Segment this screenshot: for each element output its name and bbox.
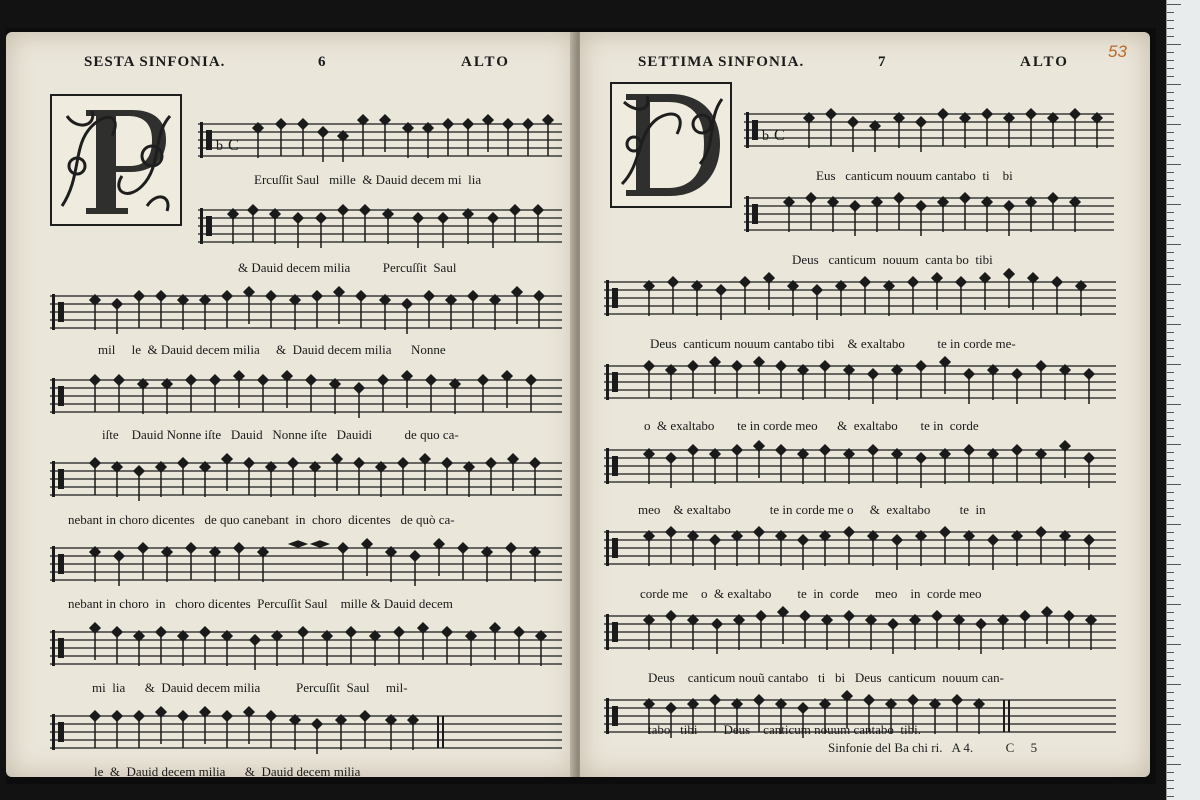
ruler-tick [1167,556,1174,557]
music-staff [604,602,1116,660]
ruler-tick [1167,692,1174,693]
music-staff [744,102,1114,158]
ruler-tick [1167,612,1174,613]
lyric-line: Deus canticum nouum canta bo tibi [792,252,993,267]
ruler-tick [1167,132,1174,133]
ruler-tick [1167,220,1174,221]
ruler-tick [1167,116,1174,117]
ruler-tick [1167,620,1174,621]
ruler-tick [1167,380,1174,381]
ruler-tick [1167,668,1174,669]
ruler-tick [1167,484,1181,485]
ruler-tick [1167,388,1174,389]
ruler-tick [1167,452,1174,453]
staff-notation [50,449,562,507]
ruler-tick [1167,404,1181,405]
ruler-tick [1167,124,1181,125]
ruler-tick [1167,36,1174,37]
handwritten-folio-number: 53 [1108,42,1127,61]
decorated-initial-p [50,94,182,226]
ruler-tick [1167,740,1174,741]
ruler-tick [1167,636,1174,637]
ruler-tick [1167,316,1174,317]
staff-notation [198,198,562,254]
ruler-tick [1167,60,1174,61]
left-page [6,32,576,777]
ruler-tick [1167,76,1174,77]
music-staff [744,186,1114,242]
music-staff [198,198,562,254]
ruler-tick [1167,764,1181,765]
ruler-tick [1167,244,1181,245]
ruler-tick [1167,268,1174,269]
ruler-tick [1167,604,1181,605]
ruler-tick [1167,508,1174,509]
ruler-tick [1167,676,1174,677]
ruler-tick [1167,524,1181,525]
ruler-tick [1167,188,1174,189]
colophon-signature: Sinfonie del Ba chi ri. A 4. C 5 [828,740,1038,755]
ruler-tick [1167,588,1174,589]
ruler-tick [1167,460,1174,461]
right-page-title: SETTIMA SINFONIA. [638,54,805,70]
svg-text:C: C [228,137,239,154]
music-staff [198,112,562,168]
ruler-tick [1167,340,1174,341]
ruler-tick [1167,356,1174,357]
ruler-tick [1167,516,1174,517]
staff-notation [744,102,1114,158]
ruler-tick [1167,372,1174,373]
ruler-tick [1167,108,1174,109]
ruler-tick [1167,276,1174,277]
ruler-tick [1167,12,1174,13]
ruler-tick [1167,772,1174,773]
ruler-tick [1167,332,1174,333]
ruler-tick [1167,492,1174,493]
ruler-tick [1167,308,1174,309]
decorated-initial-d [610,82,732,208]
lyric-line: corde me o & exaltabo te in corde meo in corde meo [640,586,982,601]
music-staff [50,366,562,424]
ruler-tick [1167,20,1174,21]
ruler-tick [1167,204,1181,205]
ruler-tick [1167,412,1174,413]
lyric-line: le & Dauid decem milia & Dauid decem milia [94,764,361,779]
left-page-title: SESTA SINFONIA. [84,54,226,70]
ruler-tick [1167,580,1174,581]
ruler-tick [1167,300,1174,301]
ruler-tick [1167,684,1181,685]
music-staff [604,518,1116,576]
ruler-tick [1167,532,1174,533]
ruler-tick [1167,28,1174,29]
ruler-tick [1167,164,1181,165]
ruler-tick [1167,500,1174,501]
ruler-tick [1167,548,1174,549]
lyric-line: iſte Dauid Nonne iſte Dauid Nonne iſte Dauidi de quo ca- [102,427,459,442]
staff-notation [604,602,1116,660]
ruler-tick [1167,564,1181,565]
right-page-header [580,52,1150,76]
ruler-tick [1167,468,1174,469]
ruler-tick [1167,708,1174,709]
ruler-tick [1167,348,1174,349]
ruler-tick [1167,748,1174,749]
ruler-tick [1167,572,1174,573]
ruler-tick [1167,84,1181,85]
lyric-line: nebant in choro dicentes de quo canebant in choro dicentes de quò ca- [68,512,455,527]
lyric-line: tabo tibi Deus canticum nouum cantabo tibi. [648,722,921,737]
ruler-tick [1167,44,1181,45]
music-staff [50,282,562,340]
music-staff [604,436,1116,494]
ruler-tick [1167,156,1174,157]
music-staff [50,702,562,760]
staff-notation [50,534,562,592]
lyric-line: Deus canticum nouum cantabo tibi & exaltabo te in corde me- [650,336,1016,351]
right-page-number: 7 [878,54,887,70]
ruler-tick [1167,780,1174,781]
ruler-tick [1167,252,1174,253]
right-page-voice: ALTO [1020,54,1069,70]
staff-notation [604,352,1116,410]
ruler-tick [1167,796,1174,797]
music-staff [50,449,562,507]
left-page-voice: ALTO [461,54,510,70]
right-page [580,32,1150,777]
music-staff [50,618,562,676]
staff-notation [198,112,562,168]
ruler-tick [1167,716,1174,717]
ruler-tick [1167,292,1174,293]
ruler-tick [1167,92,1174,93]
lyric-line: o & exaltabo te in corde meo & exaltabo te in corde [644,418,979,433]
ruler-tick [1167,172,1174,173]
ruler-tick [1167,68,1174,69]
svg-text:b: b [216,139,223,154]
lyric-line: mil le & Dauid decem milia & Dauid decem milia Nonne [98,342,446,357]
initial-d-ornament-icon [612,84,730,206]
ruler-tick [1167,284,1181,285]
ruler-tick [1167,540,1174,541]
staff-notation [604,268,1116,326]
music-staff [604,268,1116,326]
ruler-tick [1167,788,1174,789]
ruler-tick [1167,236,1174,237]
ruler-tick [1167,52,1174,53]
ruler-tick [1167,364,1181,365]
lyric-line: mi lia & Dauid decem milia Percuſſit Saul mil- [92,680,408,695]
staff-notation [744,186,1114,242]
music-staff [604,352,1116,410]
ruler-tick [1167,428,1174,429]
measuring-ruler [1166,0,1200,800]
ruler-tick [1167,420,1174,421]
lyric-line: nebant in choro in choro dicentes Percuſſit Saul mille & Dauid decem [68,596,453,611]
ruler-tick [1167,628,1174,629]
ruler-tick [1167,436,1174,437]
ruler-tick [1167,324,1181,325]
lyric-line: Ercuſſit Saul mille & Dauid decem mi lia [254,172,482,187]
ruler-tick [1167,148,1174,149]
ruler-tick [1167,140,1174,141]
staff-notation [50,618,562,676]
ruler-tick [1167,660,1174,661]
ruler-tick [1167,100,1174,101]
ruler-tick [1167,228,1174,229]
ruler-tick [1167,596,1174,597]
svg-text:C: C [774,127,785,144]
music-staff [50,534,562,592]
staff-notation [604,436,1116,494]
initial-p-ornament-icon [52,96,180,224]
ruler-tick [1167,756,1174,757]
svg-text:b: b [762,129,769,144]
ruler-tick [1167,396,1174,397]
lyric-line: & Dauid decem milia Percuſſit Saul [238,260,457,275]
staff-notation [50,702,562,760]
ruler-tick [1167,196,1174,197]
ruler-tick [1167,476,1174,477]
ruler-tick [1167,4,1181,5]
ruler-tick [1167,444,1181,445]
ruler-tick [1167,212,1174,213]
ruler-tick [1167,260,1174,261]
lyric-line: meo & exaltabo te in corde me o & exaltabo te in [638,502,986,517]
ruler-tick [1167,652,1174,653]
left-page-number: 6 [318,54,327,70]
staff-notation [50,282,562,340]
lyric-line: Deus canticum nouũ cantabo ti bi Deus canticum nouum can- [648,670,1004,685]
staff-notation [50,366,562,424]
ruler-tick [1167,724,1181,725]
ruler-tick [1167,180,1174,181]
ruler-tick [1167,732,1174,733]
staff-notation [604,518,1116,576]
lyric-line: Eus canticum nouum cantabo ti bi [816,168,1013,183]
ruler-tick [1167,644,1181,645]
left-page-header [6,52,576,76]
ruler-tick [1167,700,1174,701]
